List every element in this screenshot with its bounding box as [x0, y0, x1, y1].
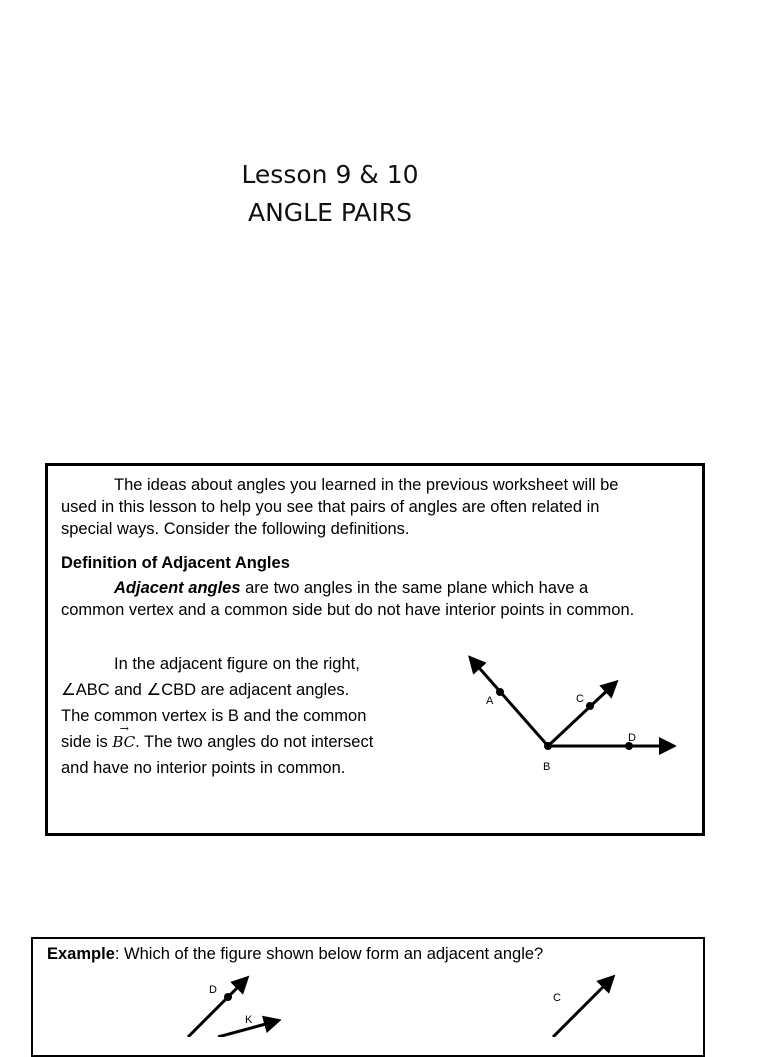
intro-line-3: special ways. Consider the following definitions. — [61, 520, 410, 538]
definition-line-2: common vertex and a common side but do not have interior points in common. — [61, 601, 635, 619]
figure-text-line-1: In the adjacent figure on the right, — [114, 655, 360, 673]
definition-line-1-rest: are two angles in the same plane which have a — [240, 579, 589, 597]
figure-explanation — [61, 651, 373, 781]
example-label-d: D — [209, 984, 217, 996]
example-figures — [33, 967, 707, 1037]
definition-paragraph — [61, 577, 634, 621]
definition-term: Adjacent angles — [114, 579, 241, 597]
figure-text-line-3: The common vertex is B and the common — [61, 707, 367, 725]
example-label-c: C — [553, 992, 561, 1004]
intro-line-2: used in this lesson to help you see that pairs of angles are often related in — [61, 498, 600, 516]
figure-text-line-4 — [61, 729, 373, 755]
adjacent-angles-figure — [466, 646, 676, 776]
point-a — [496, 688, 504, 696]
example-2-ray-c — [553, 981, 609, 1037]
example-label-k: K — [245, 1014, 253, 1026]
ray-bc-notation: → BC — [112, 729, 135, 755]
label-b: B — [543, 761, 551, 773]
title-line-1: Lesson 9 & 10 — [241, 160, 419, 189]
point-b — [544, 742, 552, 750]
example-1-point-d — [224, 993, 232, 1001]
example-question — [47, 943, 543, 965]
figure-text-line-2: ∠ABC and ∠CBD are adjacent angles. — [61, 681, 350, 699]
figure-text-line-4-post: . The two angles do not intersect — [135, 733, 374, 751]
label-a: A — [486, 695, 494, 707]
figure-text-line-5: and have no interior points in common. — [61, 759, 346, 777]
label-d: D — [628, 732, 636, 744]
example-question-text: : Which of the figure shown below form an adjacent angle? — [114, 945, 544, 963]
title-line-2: ANGLE PAIRS — [247, 198, 413, 227]
label-c: C — [576, 693, 584, 705]
intro-line-1: The ideas about angles you learned in the previous worksheet will be — [114, 476, 619, 494]
intro-paragraph — [61, 474, 618, 540]
point-c — [586, 702, 594, 710]
figure-text-line-4-pre: side is — [61, 733, 113, 751]
example-box — [31, 937, 705, 1057]
definition-heading: Definition of Adjacent Angles — [61, 554, 290, 572]
lesson-title — [200, 156, 460, 232]
adjacent-angles-definition-box — [45, 463, 705, 836]
example-label: Example — [47, 945, 115, 963]
definition-line-1 — [61, 577, 634, 599]
